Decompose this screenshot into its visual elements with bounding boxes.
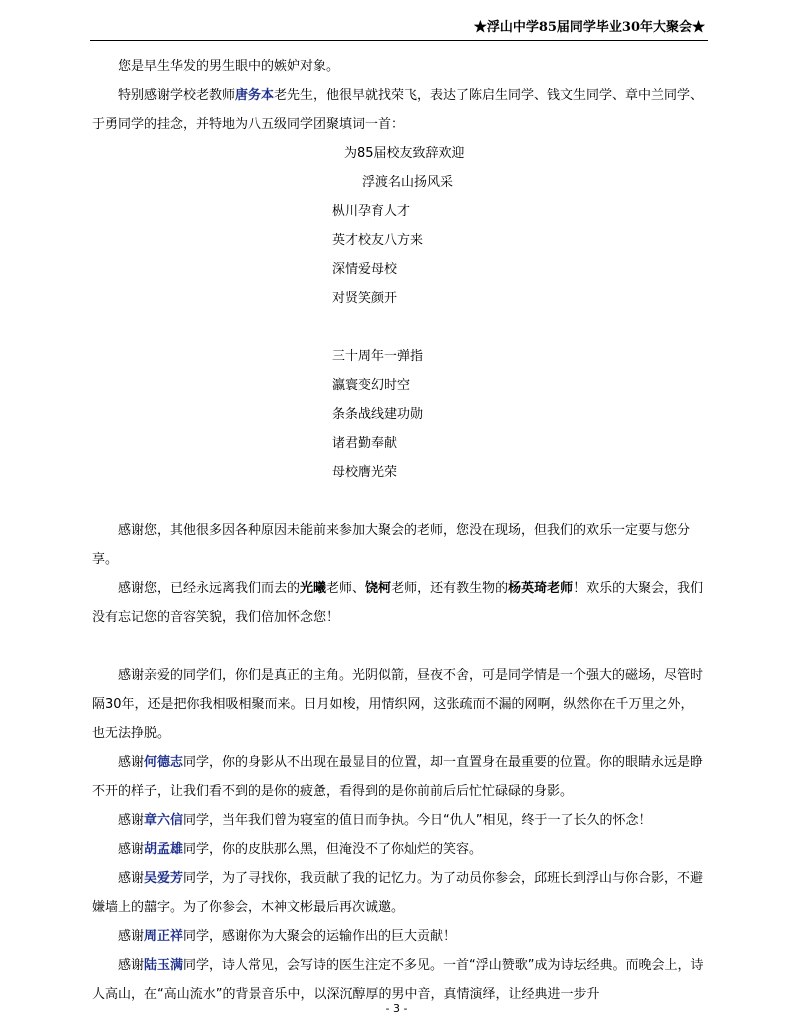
paragraph: 感谢您，其他很多因各种原因未能前来参加大聚会的老师，您没在现场，但我们的欢乐一定要与您分享。 bbox=[92, 523, 691, 567]
classmate-name: 何德志 bbox=[144, 755, 184, 770]
paragraph: 感谢您，已经永远离我们而去的光曦老师、饶柯老师，还有教生物的杨英琦老师！欢乐的大聚会，我们没有忘记您的音容笑貌，我们倍加怀念您！ bbox=[92, 581, 704, 625]
page-number: - 3 - bbox=[385, 1002, 408, 1015]
classmate-name: 胡孟雄 bbox=[144, 842, 184, 857]
paragraph: 感谢章六信同学，当年我们曾为寝室的值日而争执。今日“仇人”相见，终于一了长久的怀念！ bbox=[118, 813, 652, 828]
classmate-name: 陆玉满 bbox=[144, 958, 184, 973]
poem-line: 条条战线建功勋 bbox=[332, 407, 424, 422]
paragraph: 您是早生华发的男生眼中的嫉妒对象。 bbox=[118, 59, 340, 74]
teacher-name: 杨英琦老师 bbox=[508, 581, 574, 596]
document-header: ★浮山中学85届同学毕业30年大聚会★ bbox=[473, 20, 705, 35]
classmate-name: 章六信 bbox=[144, 813, 184, 828]
paragraph: 感谢胡孟雄同学，你的皮肤那么黑，但淹没不了你灿烂的笑容。 bbox=[118, 842, 483, 857]
poem-line: 三十周年一弹指 bbox=[332, 349, 424, 364]
teacher-name: 饶柯 bbox=[365, 581, 392, 596]
classmate-name: 吴爱芳 bbox=[144, 871, 184, 886]
poem-line: 英才校友八方来 bbox=[332, 233, 424, 248]
paragraph: 感谢何德志同学，你的身影从不出现在最显目的位置，却一直置身在最重要的位置。你的眼睛永远是睁不开的样子，让我们看不到的是你的疲惫，看得到的是你前前后后忙忙碌碌的身影。 bbox=[92, 755, 704, 799]
paragraph: 感谢周正祥同学，感谢你为大聚会的运输作出的巨大贡献！ bbox=[118, 929, 457, 944]
paragraph: 感谢吴爱芳同学，为了寻找你，我贡献了我的记忆力。为了动员你参会，邱班长到浮山与你合影，不避嫌墙上的囍字。为了你参会，木神文彬最后再次诚邀。 bbox=[92, 871, 704, 915]
classmate-name: 周正祥 bbox=[144, 929, 184, 944]
paragraph-gap bbox=[92, 632, 706, 661]
poem-line: 对贤笑颜开 bbox=[332, 291, 398, 306]
document-body bbox=[92, 52, 706, 1009]
poem-line: 诸君勤奉献 bbox=[332, 436, 398, 451]
poem-line: 母校膺光荣 bbox=[332, 465, 398, 480]
poem-line: 瀛寰变幻时空 bbox=[332, 378, 411, 393]
header-rule bbox=[90, 40, 708, 41]
stanza-gap bbox=[92, 313, 706, 342]
poem-subtitle: 浮渡名山扬风采 bbox=[362, 175, 454, 190]
poem-title: 为85届校友致辞欢迎 bbox=[344, 146, 465, 161]
paragraph: 感谢亲爱的同学们，你们是真正的主角。光阴似箭，昼夜不舍，可是同学情是一个强大的磁场，尽管时隔30年，还是把你我相吸相聚而来。日月如梭，用情织网，这张疏而不漏的网啊，纵然你在千万里之外，也无法挣脱。 bbox=[92, 668, 704, 741]
teacher-name: 唐务本 bbox=[235, 88, 275, 103]
paragraph: 感谢陆玉满同学，诗人常见，会写诗的医生注定不多见。一首“浮山赞歌”成为诗坛经典。而晚会上，诗人高山，在“高山流水”的背景音乐中，以深沉醇厚的男中音，真情演绎，让经典进一步升 bbox=[92, 958, 704, 1002]
poem bbox=[92, 139, 706, 487]
paragraph: 特别感谢学校老教师唐务本老先生，他很早就找荣飞，表达了陈启生同学、钱文生同学、章中兰同学、于勇同学的挂念，并特地为八五级同学团聚填词一首： bbox=[92, 88, 704, 132]
paragraph-gap bbox=[92, 487, 706, 516]
poem-line: 枞川孕育人才 bbox=[332, 204, 411, 219]
teacher-name: 光曦 bbox=[300, 581, 327, 596]
poem-line: 深情爱母校 bbox=[332, 262, 398, 277]
